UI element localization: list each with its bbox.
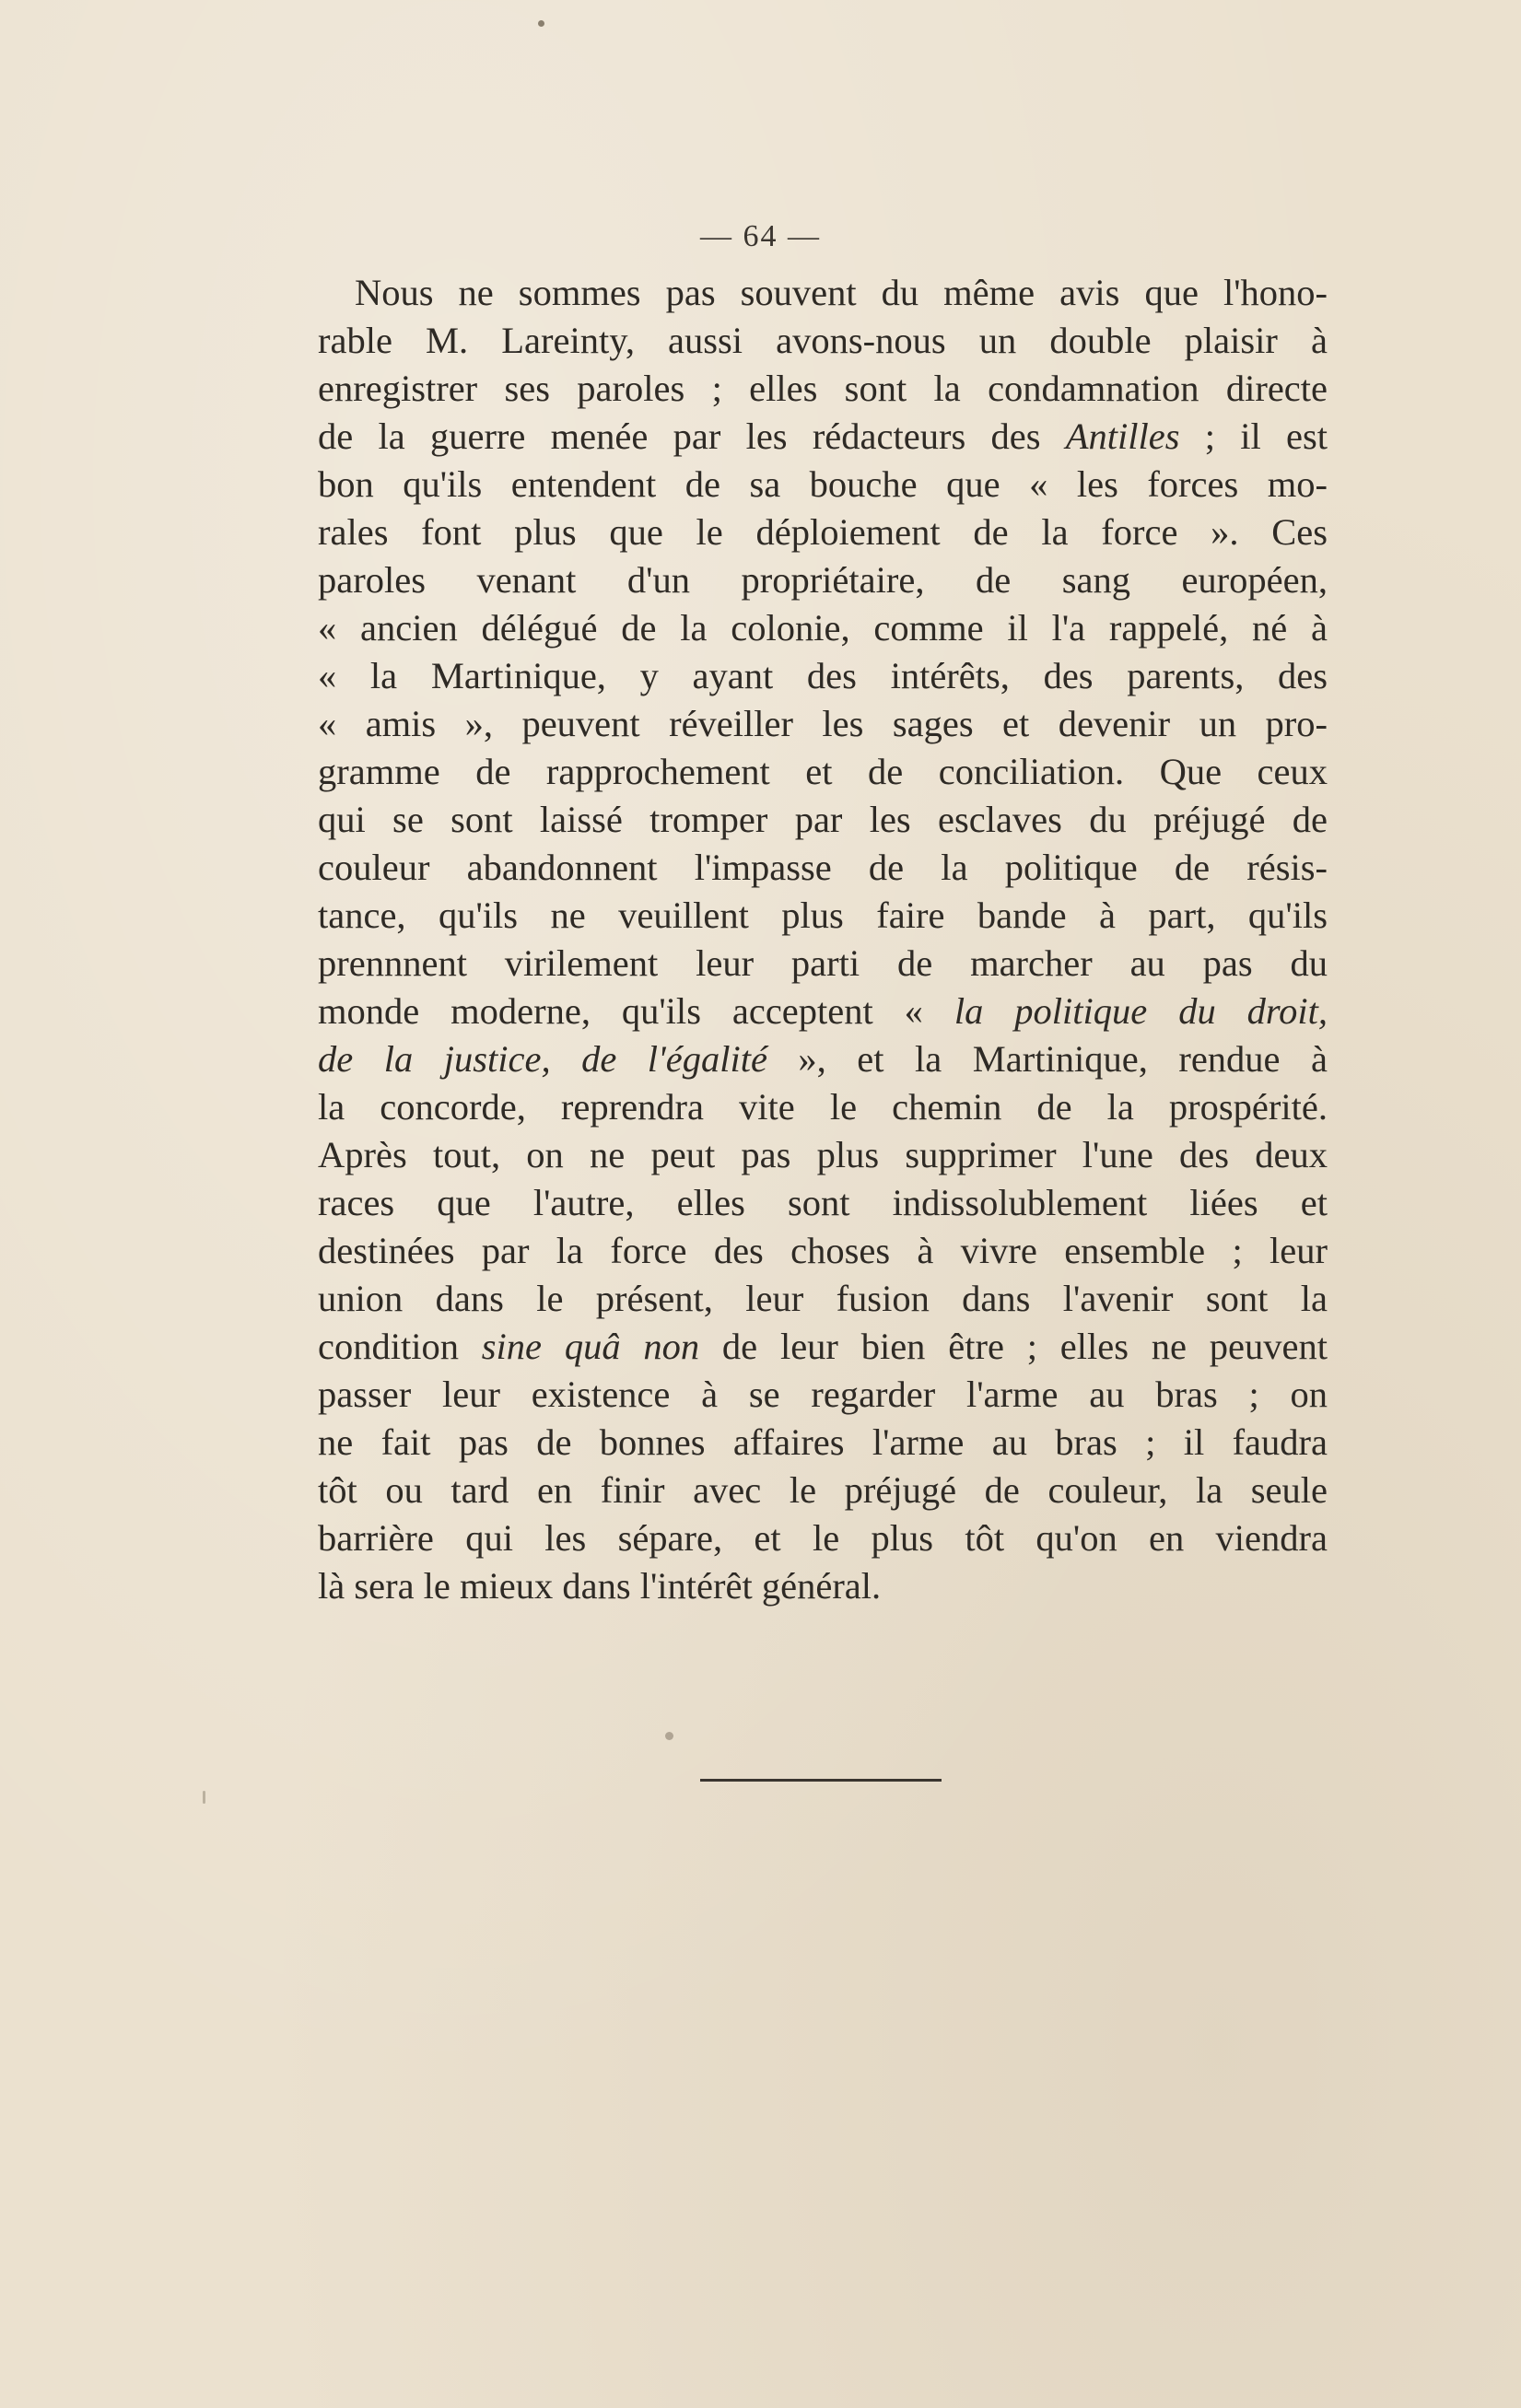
text-line: la concorde, reprendra vite le chemin de la prospérité. — [318, 1086, 1328, 1128]
closing-rule — [700, 1779, 942, 1782]
text-line: qui se sont laissé tromper par les esclaves du préjugé de — [318, 799, 1328, 840]
text-line: tance, qu'ils ne veuillent plus faire bande à part, qu'ils — [318, 894, 1328, 936]
text-line: destinées par la force des choses à vivre ensemble ; leur — [318, 1230, 1328, 1271]
text-segment: de la guerre menée par les rédacteurs des — [318, 415, 1041, 457]
italic-quote-politique: la politique du droit, — [954, 990, 1328, 1032]
text-line: barrière qui les sépare, et le plus tôt qu'on en viendra — [318, 1517, 1328, 1559]
text-line: « ancien délégué de la colonie, comme il l'a rappelé, né à — [318, 607, 1328, 649]
text-line — [318, 988, 1328, 1035]
italic-phrase-sine-qua-non: sine quâ non — [481, 1326, 700, 1367]
text-line: tôt ou tard en finir avec le préjugé de couleur, la seule — [318, 1469, 1328, 1511]
text-line: là sera le mieux dans l'intérêt général. — [318, 1565, 882, 1607]
italic-quote-justice: de la justice, de l'égalité — [318, 1038, 767, 1080]
text-line: ne fait pas de bonnes affaires l'arme au bras ; il faudra — [318, 1421, 1328, 1463]
text-line: couleur abandonnent l'impasse de la politique de résis- — [318, 847, 1328, 888]
text-line: « la Martinique, y ayant des intérêts, des parents, des — [318, 655, 1328, 696]
text-line: enregistrer ses paroles ; elles sont la condamnation directe — [318, 368, 1328, 409]
text-line: union dans le présent, leur fusion dans l'avenir sont la — [318, 1278, 1328, 1319]
text-segment: ; il est — [1179, 415, 1328, 457]
paper-speck — [665, 1732, 673, 1740]
text-line: rable M. Lareinty, aussi avons-nous un double plaisir à — [318, 320, 1328, 361]
page-number: — 64 — — [700, 219, 821, 253]
text-line: passer leur existence à se regarder l'arme au bras ; on — [318, 1373, 1328, 1415]
text-segment: de leur bien être ; elles ne peuvent — [699, 1326, 1328, 1367]
text-segment: condition — [318, 1326, 459, 1367]
body-paragraph — [318, 269, 1328, 1610]
paper-speck — [538, 20, 544, 27]
text-line: bon qu'ils entendent de sa bouche que « les forces mo- — [318, 463, 1328, 505]
text-line — [318, 1035, 1328, 1083]
text-line: « amis », peuvent réveiller les sages et devenir un pro- — [318, 703, 1328, 744]
text-line: prennnent virilement leur parti de marcher au pas du — [318, 942, 1328, 984]
paper-speck — [203, 1791, 205, 1804]
text-line: Après tout, on ne peut pas plus supprimer l'une des deux — [318, 1134, 1328, 1175]
text-line: paroles venant d'un propriétaire, de sang européen, — [318, 559, 1328, 601]
text-line: Nous ne sommes pas souvent du même avis que l'hono- — [355, 272, 1328, 313]
text-line: gramme de rapprochement et de conciliation. Que ceux — [318, 751, 1328, 792]
text-line: races que l'autre, elles sont indissolublement liées et — [318, 1182, 1328, 1223]
text-segment: », et la Martinique, rendue à — [766, 1038, 1328, 1080]
text-line: rales font plus que le déploiement de la force ». Ces — [318, 511, 1328, 553]
text-segment: monde moderne, qu'ils acceptent « — [318, 990, 923, 1032]
text-line — [318, 413, 1328, 461]
italic-title-antilles: Antilles — [1065, 415, 1180, 457]
text-line — [318, 1323, 1328, 1371]
